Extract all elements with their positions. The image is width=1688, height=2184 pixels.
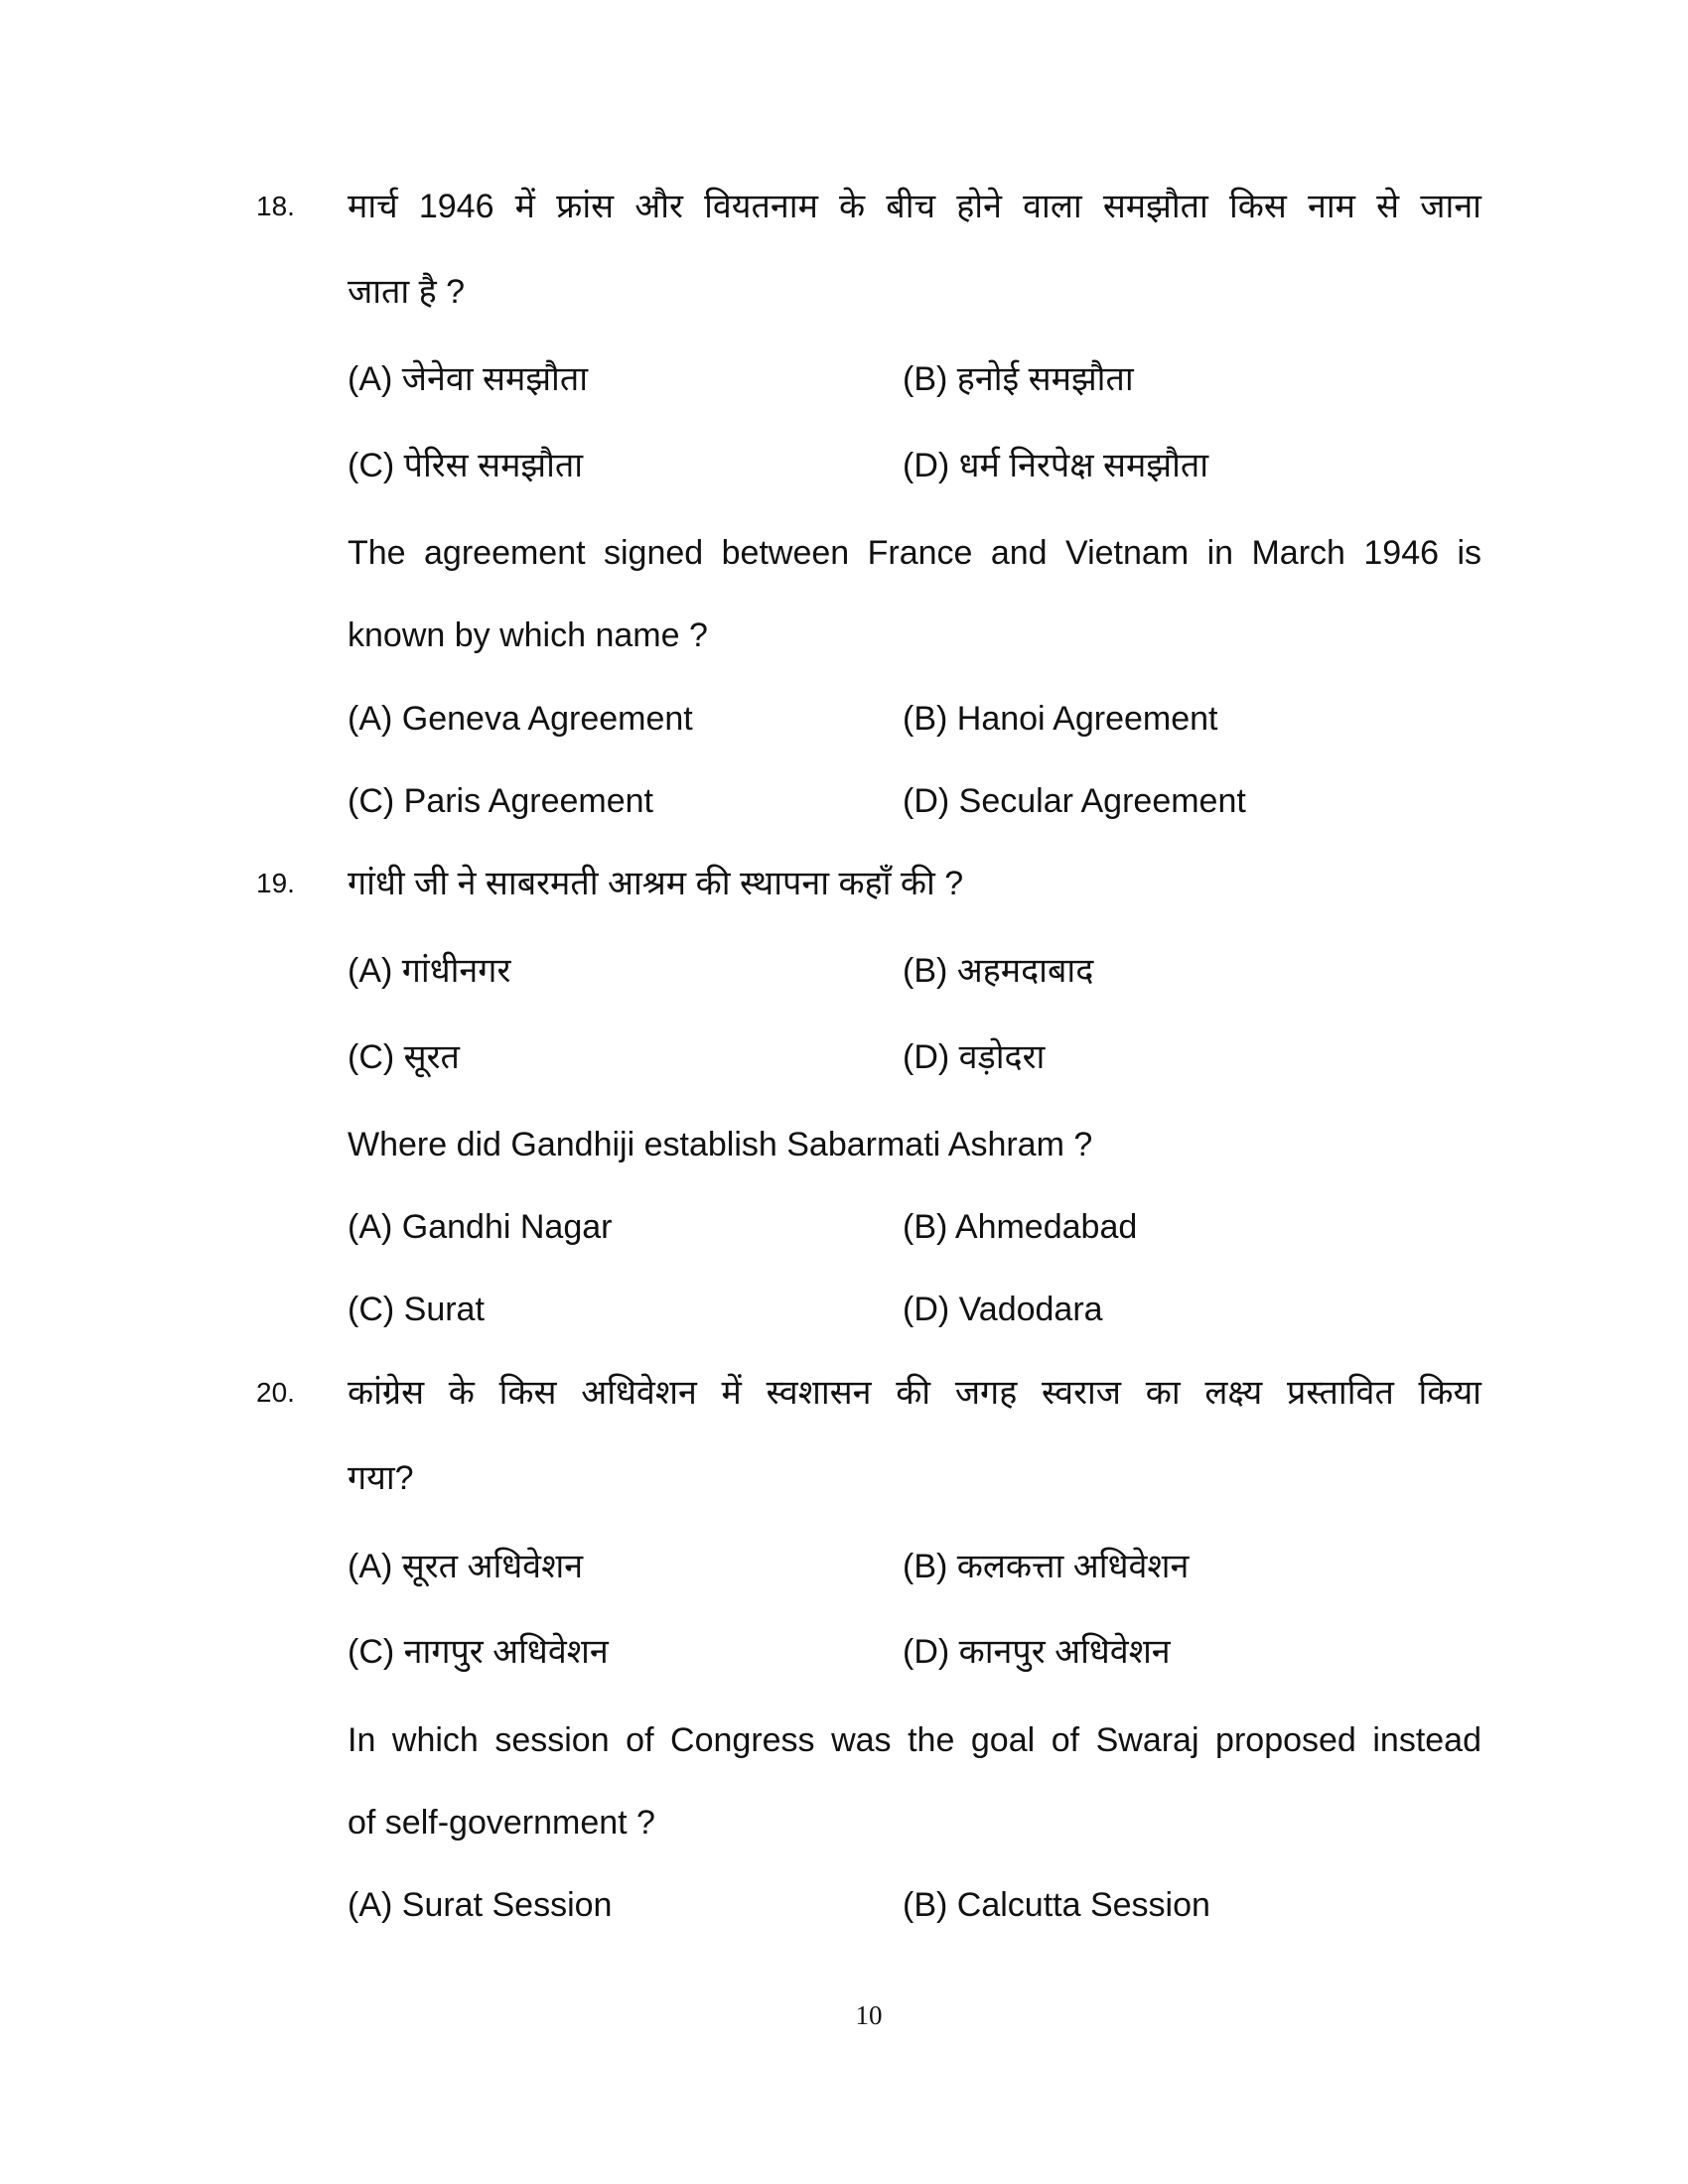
option-c-english: (C) Surat <box>348 1291 485 1328</box>
question-number: 19. <box>256 868 295 898</box>
option-c-hindi: (C) सूरत <box>348 1038 460 1076</box>
question-text-hindi-line1: गांधी जी ने साबरमती आश्रम की स्थापना कहाँ की ? <box>348 865 964 902</box>
option-b-english: (B) Calcutta Session <box>903 1886 1210 1924</box>
option-d-english: (D) Vadodara <box>903 1291 1103 1328</box>
option-b-english: (B) Hanoi Agreement <box>903 700 1218 738</box>
question-text-english-line1: Where did Gandhiji establish Sabarmati Ashram ? <box>348 1126 1093 1163</box>
option-b-hindi: (B) हनोई समझौता <box>903 360 1134 398</box>
option-a-english: (A) Gandhi Nagar <box>348 1208 613 1246</box>
option-a-english: (A) Surat Session <box>348 1886 613 1924</box>
option-d-hindi: (D) वड़ोदरा <box>903 1038 1046 1076</box>
option-d-hindi: (D) धर्म निरपेक्ष समझौता <box>903 447 1209 484</box>
option-a-hindi: (A) जेनेवा समझौता <box>348 360 589 398</box>
page-number: 10 <box>855 2000 883 2030</box>
option-c-hindi: (C) पेरिस समझौता <box>348 447 584 484</box>
option-d-english: (D) Secular Agreement <box>903 782 1246 820</box>
option-b-english: (B) Ahmedabad <box>903 1208 1138 1246</box>
question-text-english-line1: The agreement signed between France and Vietnam in March 1946 is <box>348 534 1481 572</box>
option-b-hindi: (B) कलकत्ता अधिवेशन <box>903 1548 1190 1585</box>
option-b-hindi: (B) अहमदाबाद <box>903 952 1094 990</box>
question-number: 20. <box>256 1377 295 1408</box>
question-text-english-line1: In which session of Congress was the goal of Swaraj proposed instead <box>348 1721 1481 1759</box>
question-text-english-line2: of self-government ? <box>348 1804 655 1842</box>
option-a-hindi: (A) गांधीनगर <box>348 952 511 990</box>
question-text-hindi-line2: जाता है ? <box>348 273 466 311</box>
option-c-hindi: (C) नागपुर अधिवेशन <box>348 1633 609 1671</box>
option-c-english: (C) Paris Agreement <box>348 782 653 820</box>
option-a-hindi: (A) सूरत अधिवेशन <box>348 1548 584 1585</box>
question-text-english-line2: known by which name ? <box>348 616 708 654</box>
question-number: 18. <box>256 191 295 221</box>
option-d-hindi: (D) कानपुर अधिवेशन <box>903 1633 1171 1671</box>
option-a-english: (A) Geneva Agreement <box>348 700 693 738</box>
question-text-hindi-line1: कांग्रेस के किस अधिवेशन में स्वशासन की जगह स्वराज का लक्ष्य प्रस्तावित किया <box>348 1374 1481 1412</box>
question-text-hindi-line2: गया? <box>348 1459 414 1497</box>
question-text-hindi-line1: मार्च 1946 में फ्रांस और वियतनाम के बीच होने वाला समझौता किस नाम से जाना <box>348 188 1481 225</box>
